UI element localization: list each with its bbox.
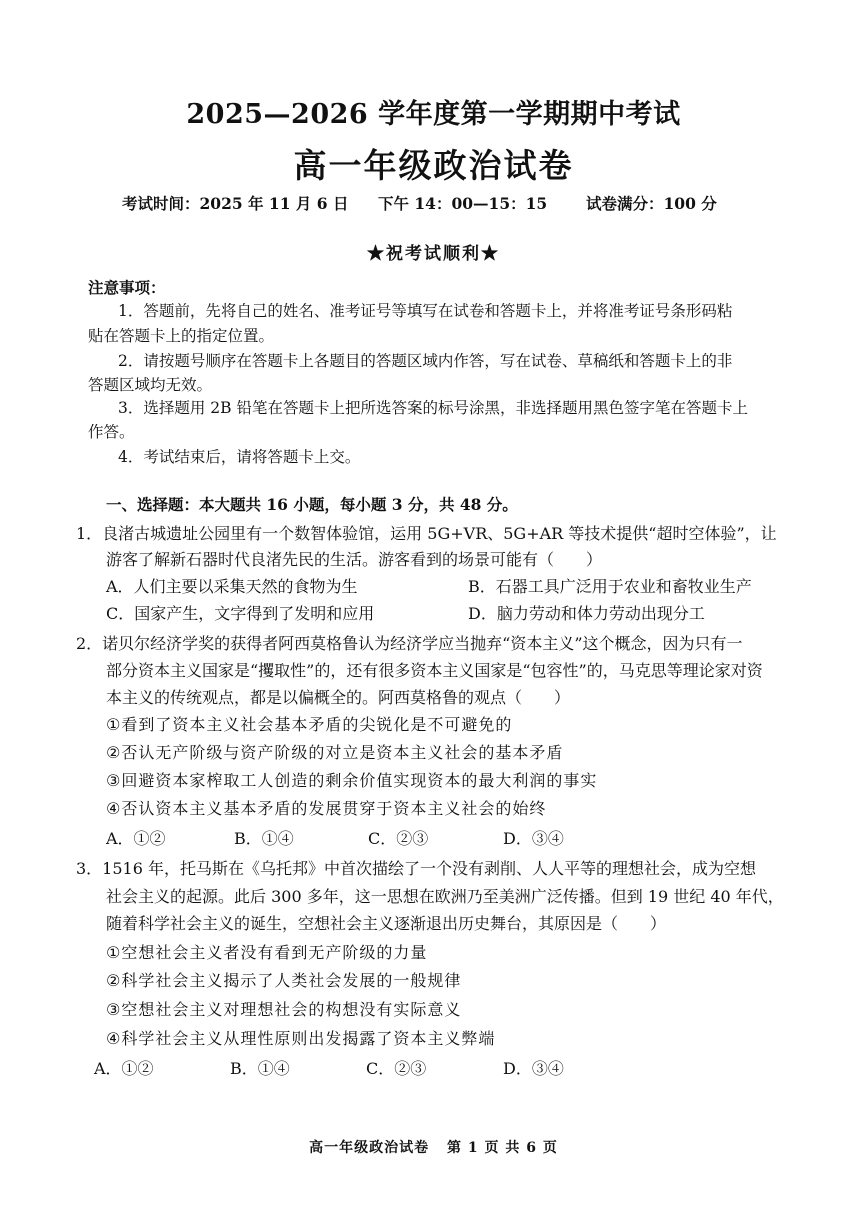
question-2-option-c: C．②③ bbox=[368, 829, 429, 848]
section-heading: 一、选择题：本大题共 16 小题，每小题 3 分，共 48 分。 bbox=[106, 495, 518, 514]
question-3-stem: 社会主义的起源。此后 300 多年，这一思想在欧洲乃至美洲广泛传播。但到 19 世纪 40 年代， bbox=[106, 887, 784, 906]
question-3-stem: 3．1516 年，托马斯在《乌托邦》中首次描绘了一个没有剥削、人人平等的理想社会，成为空想 bbox=[76, 859, 756, 878]
question-1-option-b: B．石器工具广泛用于农业和畜牧业生产 bbox=[468, 577, 752, 596]
note-line: 4．考试结束后，请将答题卡上交。 bbox=[118, 448, 361, 466]
question-2-option-b: B．①④ bbox=[234, 829, 294, 848]
exam-title: 2025—2026 学年度第一学期期中考试 bbox=[186, 99, 681, 130]
question-1-option-c: C．国家产生，文字得到了发明和应用 bbox=[106, 604, 375, 623]
page-footer bbox=[0, 1137, 867, 1157]
note-line: 答题区域均无效。 bbox=[88, 376, 213, 394]
question-3-option-a: A．①② bbox=[94, 1059, 154, 1078]
question-2-statement: ③回避资本家榨取工人创造的剩余价值实现资本的最大利润的事实 bbox=[106, 771, 598, 790]
paper-title: 高一年级政治试卷 bbox=[293, 146, 574, 185]
question-3-option-b: B．①④ bbox=[230, 1059, 290, 1078]
question-3-statement: ②科学社会主义揭示了人类社会发展的一般规律 bbox=[106, 971, 462, 990]
note-line: 2．请按题号顺序在答题卡上各题目的答题区域内作答，写在试卷、草稿纸和答题卡上的非 bbox=[118, 352, 733, 370]
question-2-stem: 本主义的传统观点，都是以偏概全的。阿西莫格鲁的观点（ ） bbox=[106, 688, 571, 707]
note-line: 1．答题前，先将自己的姓名、准考证号等填写在试卷和答题卡上，并将准考证号条形码粘 bbox=[118, 302, 733, 320]
note-line: 贴在答题卡上的指定位置。 bbox=[88, 327, 275, 345]
footer-paper-name: 高一年级政治试卷 bbox=[309, 1140, 430, 1156]
exam-session: 下午 14：00—15：15 bbox=[378, 194, 548, 213]
question-2-statement: ②否认无产阶级与资产阶级的对立是资本主义社会的基本矛盾 bbox=[106, 743, 564, 762]
question-1-stem: 游客了解新石器时代良渚先民的生活。游客看到的场景可能有（ ） bbox=[106, 550, 603, 569]
question-2-statement: ①看到了资本主义社会基本矛盾的尖锐化是不可避免的 bbox=[106, 715, 513, 734]
question-1-stem: 1．良渚古城遗址公园里有一个数智体验馆，运用 5G+VR、5G+AR 等技术提供“超时空体验”，让 bbox=[76, 524, 777, 543]
question-1-option-a: A．人们主要以采集天然的食物为生 bbox=[106, 577, 358, 596]
question-2-stem: 部分资本主义国家是“攫取性”的，还有很多资本主义国家是“包容性”的，马克思等理论家对资 bbox=[106, 661, 763, 680]
page-number: 第 1 页 共 6 页 bbox=[447, 1140, 558, 1156]
question-2-option-d: D．③④ bbox=[503, 829, 564, 848]
question-1-option-d: D．脑力劳动和体力劳动出现分工 bbox=[468, 604, 705, 623]
question-3-statement: ④科学社会主义从理性原则出发揭露了资本主义弊端 bbox=[106, 1029, 496, 1048]
note-line: 3．选择题用 2B 铅笔在答题卡上把所选答案的标号涂黑，非选择题用黑色签字笔在答题卡上 bbox=[118, 399, 748, 417]
notes-heading: 注意事项： bbox=[88, 278, 166, 297]
question-3-option-d: D．③④ bbox=[503, 1059, 564, 1078]
question-3-stem: 随着科学社会主义的诞生，空想社会主义逐渐退出历史舞台，其原因是（ ） bbox=[106, 914, 667, 933]
full-score: 试卷满分：100 分 bbox=[586, 194, 717, 213]
note-line: 作答。 bbox=[88, 423, 135, 441]
question-3-statement: ③空想社会主义对理想社会的构想没有实际意义 bbox=[106, 1000, 462, 1019]
question-2-stem: 2．诺贝尔经济学奖的获得者阿西莫格鲁认为经济学应当抛弃“资本主义”这个概念，因为只有一 bbox=[76, 634, 743, 653]
question-3-statement: ①空想社会主义者没有看到无产阶级的力量 bbox=[106, 943, 428, 962]
question-2-option-a: A．①② bbox=[106, 829, 166, 848]
question-2-statement: ④否认资本主义基本矛盾的发展贯穿于资本主义社会的始终 bbox=[106, 799, 547, 818]
exam-time: 考试时间：2025 年 11 月 6 日 bbox=[122, 194, 349, 213]
good-luck-banner: ★祝考试顺利★ bbox=[367, 244, 500, 264]
question-3-option-c: C．②③ bbox=[366, 1059, 427, 1078]
